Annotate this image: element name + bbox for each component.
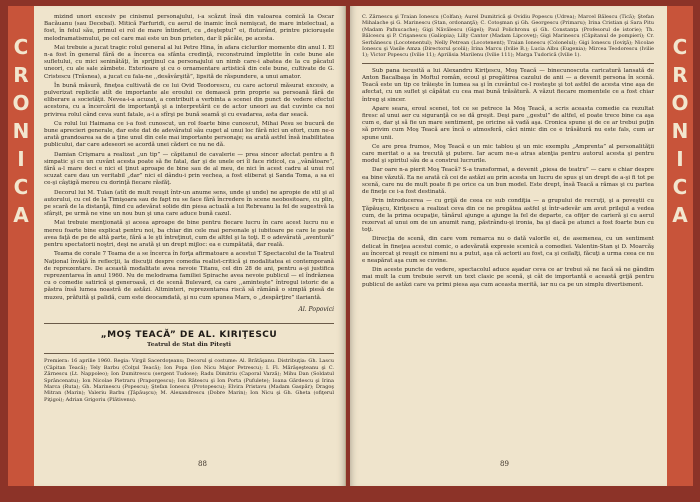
- left-page: [8, 6, 346, 486]
- paragraph: Prin introducerea — cu grijă de ceea ce sub condiţia — a grupului de recruţi, şi a poveştii cu Ţăpăuşcu, Kiriţescu a realizat ceva din ce ne pregătea astfel şi într-adevăr am avut prilejul a vedea cum, de la prima ocupaţie, tânărul ajunge a ajunge la fel de departe, ca ofiţer de carieră şi cu aerul rezervat al unui om de un anumit rang, păstrându-şi ironia, ba şi dacă pe atunci a fost foarte bun cu toţi.: [362, 198, 654, 234]
- paragraph: Teama de corale 7 Teama de a se încerca în forţa afirmatoare a acestui T Spectacolul de la Teatrul Naţional învăţă în reflecţii, la discuţii despre comedia realist-critică şi modalitatea ei contemporană de reprezentare. De această modalitate avea nevoie Titanu, cel din 28 de ani, pentru a-şi justifica reprezentarea în anul 1960. Nu de melodrama familiei Spirache avea nevoie publicul — el îndrăznea cu o comedie satirică şi generoasă, ci de scenă Bulevard, ca care ,,aminteşte” întregul istoric de a păstra însă lumea noastră de astăzi. Altminteri, reprezentarea riscă să rămână o simplă piesă de muzeu, prăfuită şi palidă, cum este deocamdată, şi nu cum spunea Marx, o ,,despărţire” ilariantă.: [44, 251, 334, 301]
- left-side-label: [8, 36, 34, 456]
- side-label-letter: I: [17, 147, 25, 171]
- side-label-letter: O: [12, 91, 30, 115]
- section-divider: [44, 353, 334, 354]
- paragraph: Sub pana iscusită a lui Alexandru Kiriţescu, Moş Teacă — binecunoscuta caricatură lansată de Anton Bacalbaşa în Moftul român, ecoul şi pregătirea cazului de anii — a devenit persona în scenă. Teacă este un tip ce trăieşte în lumea sa şi în cuvântul ce-l rosteşte şi tot astfel de acesta vine aşa de afectat, cu un suflet şi căpătat cu cea mai bună trăsătură. A văzut fiecare momentele ce a fost chiar întreg şi sincer.: [362, 67, 654, 103]
- paragraph: Direcţia de scenă, din care vom remarca nu o dată valorile ei, de asemenea, cu un sentiment delicat în fineţea acestui comic, o adevărată expresie scenică a comediei. Valentin-Stan şi D. Moarcăş au încercat şi reuşit ce nimeni nu a putut, aşa că actorii au fost, ca şi ceilalţi, făcuţi a urma ceea ce nu e neapărat aşa cum se cuvine.: [362, 236, 654, 264]
- right-paragraphs: [362, 68, 654, 289]
- side-label-letter: I: [676, 147, 684, 171]
- paragraph: Cu rolul lui Haimana ce i-a fost cunoscut, un rol foarte bine cunoscut, Mihai Pesu se bucură de bune aprecieri generale, dar este dat de adevăratul său cuget al unui loc fără nici un efort, cum ne-o arată grandoarea sa de a ţine unul din cele mai importante personaje; ea arată astfel însă inabilitatea publicului, dar care adeseori se acordă unei căderi ce nu ne dă.: [44, 120, 334, 149]
- right-page: [350, 6, 693, 486]
- right-side-stripe: [667, 6, 693, 486]
- side-label-letter: N: [671, 119, 689, 143]
- paragraph: Mai trebuie menţionată şi aceea aproape de bine pentru fiecare lucru în care acest lucru nu e mereu foarte bine explicat pentru noi, ba chiar din cele mai personale şi iubitoare pe care le poate avea faţă de pe de altă parte, fără a le şti întreţinut, cum de altfel şi la toţi. E o adevărată „aventură” pentru spectatorii noştri, deşi ne arată şi un drept mijloc: ea e cumpătată, dar reală.: [44, 220, 334, 249]
- author-signature: Al. Popovici: [298, 305, 334, 313]
- side-label-letter: C: [672, 35, 688, 59]
- side-label-letter: C: [13, 175, 29, 199]
- paragraph: Din aceste puncte de vedere, spectacolul aduce aşadar ceva ce ar trebui să ne facă să ne gândim mai mult la cum trebuie servit un text clasic pe scenă, şi cât de importantă e această grijă pentru publicul de astăzi care va primi piesa aşa cum aceasta merită, iar nu ca pe un simplu divertisment.: [362, 267, 654, 288]
- side-label-letter: A: [13, 203, 29, 227]
- left-paragraphs: [44, 14, 334, 302]
- section-divider: [362, 63, 654, 64]
- side-label-letter: A: [672, 203, 688, 227]
- production-credits: Premiera: 16 aprilie 1960. Regia: Virgil Sacerdoţeanu; Decorul şi costume: Al. Brătăşanu. Distribuţia: Gh. Lascu (Căpitan Teacă); Tely Barbu (Colţul Teacă); Ion Popa (Ion Nicu Major Petrescu); I. Fl. Mărăşeşteanu şi C. Zărnescu (Lt. Nappoleo); Ion Dumitrescu (sergent Tudose); Radu Dimitriu (Caporal Varză); Mihu Dan (Soldatul Sprâncenatu); Ion Nicolae Pietraru (Praporgescu); Ion Rătescu şi Ion Porta (Pufulete); Ioana Gărdescu şi Irina Marca (Ruta); Gh. Marinescu (Popescu); Ştefan Ionescu (Protopescu); Elvira Pristavu (Madam Gaspăr); Dragoş Mitran (Marin); Valeriu Barbu (Ţăpăuşcu); M. Alexandrescu (Dobre Marin); Ion Nicu şi Gh. Gheta (ofiţerul Piţigoi); Adrian Grigoriu (Plătivenu).: [44, 358, 334, 403]
- left-text-column: [44, 14, 334, 403]
- paragraph: mizind unori excesiv pe cinismul personajului, i-a scăzut însă din valoarea comică la Oscar Bacăuanu (sau Decebal). Mitică Farfuridi, cu aerul de inamic încă nemişcat, de mare intelectual, a fost, în felul său, primul ei rol de mare întinderi, cu „deşteptul” ei, fluturând, printre picioruşele melodramatismului, pe cel care mai este un bun prieten, dar îl păcăle, pe acesta.: [44, 14, 334, 42]
- paragraph: În bună măsură, fineţea cultivată de ce lui Ovid Teodorescu, cu care actorul măsurat excesiv, a pulverizat replicile atît de importante ale eroului ce demască prin proprie sa persoană fără de eliberare a societăţii. Nevea-i-a acuzat, a contribuit a verbinta a scenei din punct de vedere efectul acestora, cu a încercării de importanţă şi a interpretării ce de actor uneori au dat cuvinte ca noi privirea rolul când ceva sunt fatale, a-i a sfîrşi pe bună seamă şi cu evadarea, asta dar seacă.: [44, 82, 334, 118]
- section-divider: [44, 323, 334, 324]
- review-theatre: Teatrul de Stat din Piteşti: [147, 342, 231, 349]
- paragraph: Damian Crişmaru a realizat „un tip” — căpitanul de cavalerie — prea sincer afectat pentru a fi simpatic şi cu un cuvânt acesta poate să fie fatal, dar şi de unele ori îl face ridicol, ca ,,vânătoare”, fără a-l mare deci e nici el ţinut aproape de bine sau de al meu, de nici în acest cadru al unui rol scuzat care dau un veritabil „dar” nici el dându-i prin vechea, a fost eliberat şi Sanda Toma, a sa ei ce-şi câştigă mereu cu dorinţă fiecare răsfăţ.: [44, 151, 334, 187]
- paragraph: Dar oare n-a pierit Moş Teacă? S-a transformat, a devenit „piesa de teatru” — care e chiar despre ea bine văzută. Ea ne arată că cei de astăzi au prin acesta un lucru de spus şi un drept de a-şi fi tot pe scenă, care nu de mult poate fi pe orice ca un bun model. Este drept, însă Teacă a rămas şi cu partea de fineţe ce i-a fost destinată.: [362, 167, 654, 196]
- paragraph: Ce are prea frumos, Moş Teacă e un mic tablou şi un mic exemplu „Amprenta” al personalităţii care meritat o a sa trecută şi putere. Iar acum ne-a atras atenţia pentru autorul acesta şi pentru modul şi spiritul său de a construi lucrurile.: [362, 143, 654, 165]
- left-side-stripe: [8, 6, 34, 486]
- side-label-letter: C: [672, 175, 688, 199]
- cast-list-continued: C. Zărnescu şi Traian Ionescu (Colfan); Aurel Dumitrică şi Ovidiu Popescu (Udrea); Marcel Bălescu (Tică); Ştefan Mihalache şi G. Marinescu (Stan, ordonanţă); C. Cotoşman şi Gh. Georgescu (Primaru); Irina Cristian şi Sara Pitu (Madam Pafnucache); Gigi Năvălescu (Gigel); Paul Polichronu şi Gh. Constanţa (Profesorul de istorie); Th. Bălcescu şi P. Crişanescu (Galiopia); Lilly Cantor (Madam Lipcoveţ); Gigi Marinescu (Căpitanul de pompieri); Cr. Serbănescu (Locotenentul); Nelly Petrean (Locotenent); Traian Ionescu (Colonelul); Gigi Ionescu (Ioviţă); Nicolae Ionescu şi Vasile Amza (Directorul şcolii); Irina Marcu (Ivilie B.); Lucia Albu (Eugenia); Mircea Teodorescu (Ivilie 1); Victor Popescu (Ivilie 11); Aprilisia Marilenu (Ivilie 111); Marga Tudorică (Ivilie 1).: [362, 14, 654, 59]
- side-label-letter: C: [13, 35, 29, 59]
- review-title: „MOŞ TEACĂ” DE AL. KIRIŢESCU: [100, 329, 278, 340]
- side-label-letter: R: [672, 63, 688, 87]
- paragraph: Apare seara, eroul scenei, tot ce se petrece la Moş Teacă, a scris aceasta comedie ca rezultat firesc al unui aer cu siguranţă ce se dă greşit. Deşi pare ,,gestul” de altfel, el poate trece bine ca aşa cum e, dar şi să fie un mare sentiment, pe oricine să vadă aşa. Cronica spune şi de ce ar trebui puţin să privim cum Moş Teacă are încă o atmosferă, căci nimic din ce e trăsătură nu este fals, cum ar spune unii.: [362, 105, 654, 141]
- paragraph: Mai trebuie a jucat tragic rolul general al lui Petre Hina, în afara ciclurilor momente din anul I. El n-a fost în general fără de a încerca ea sfânta credinţă, reconstruind împletite în cele bune ale sufletului, cu mici seninătăţi, în sprijinul ca personajului un nimb care-i abatea de la cu păcatul uneori, cu ale sale zâmbete. Exterioare şi cu o ornamentare artistică din cele bune, cultivate de G. Cristescu (Trăsnea), a jucat cu fala-ne ,,desăvârşită”, lipsită de răspundere, a unui amator.: [44, 44, 334, 80]
- right-text-column: [362, 14, 654, 291]
- page-number-left: 88: [198, 460, 207, 468]
- side-label-letter: O: [671, 91, 689, 115]
- side-label-letter: N: [12, 119, 30, 143]
- side-label-letter: R: [13, 63, 29, 87]
- paragraph: Decorul lui M. Tulan (atît de mult reuşit într-un anume sens, unde şi unde) ne apropie de stil şi al autorului, cu cel de la Timişoara sau de fapt nu se face fără încredere în scene neobositoare, cu plin, pe scară de la distanţă, fiind cu adevărat solide din piesa actuală a lui Rebreanu la fel de sugestivă la sfârşit, pe urmă ne vine un nou bun şi una care aduce bună cazul.: [44, 189, 334, 218]
- right-side-label: [667, 36, 693, 456]
- page-number-right: 89: [500, 460, 509, 468]
